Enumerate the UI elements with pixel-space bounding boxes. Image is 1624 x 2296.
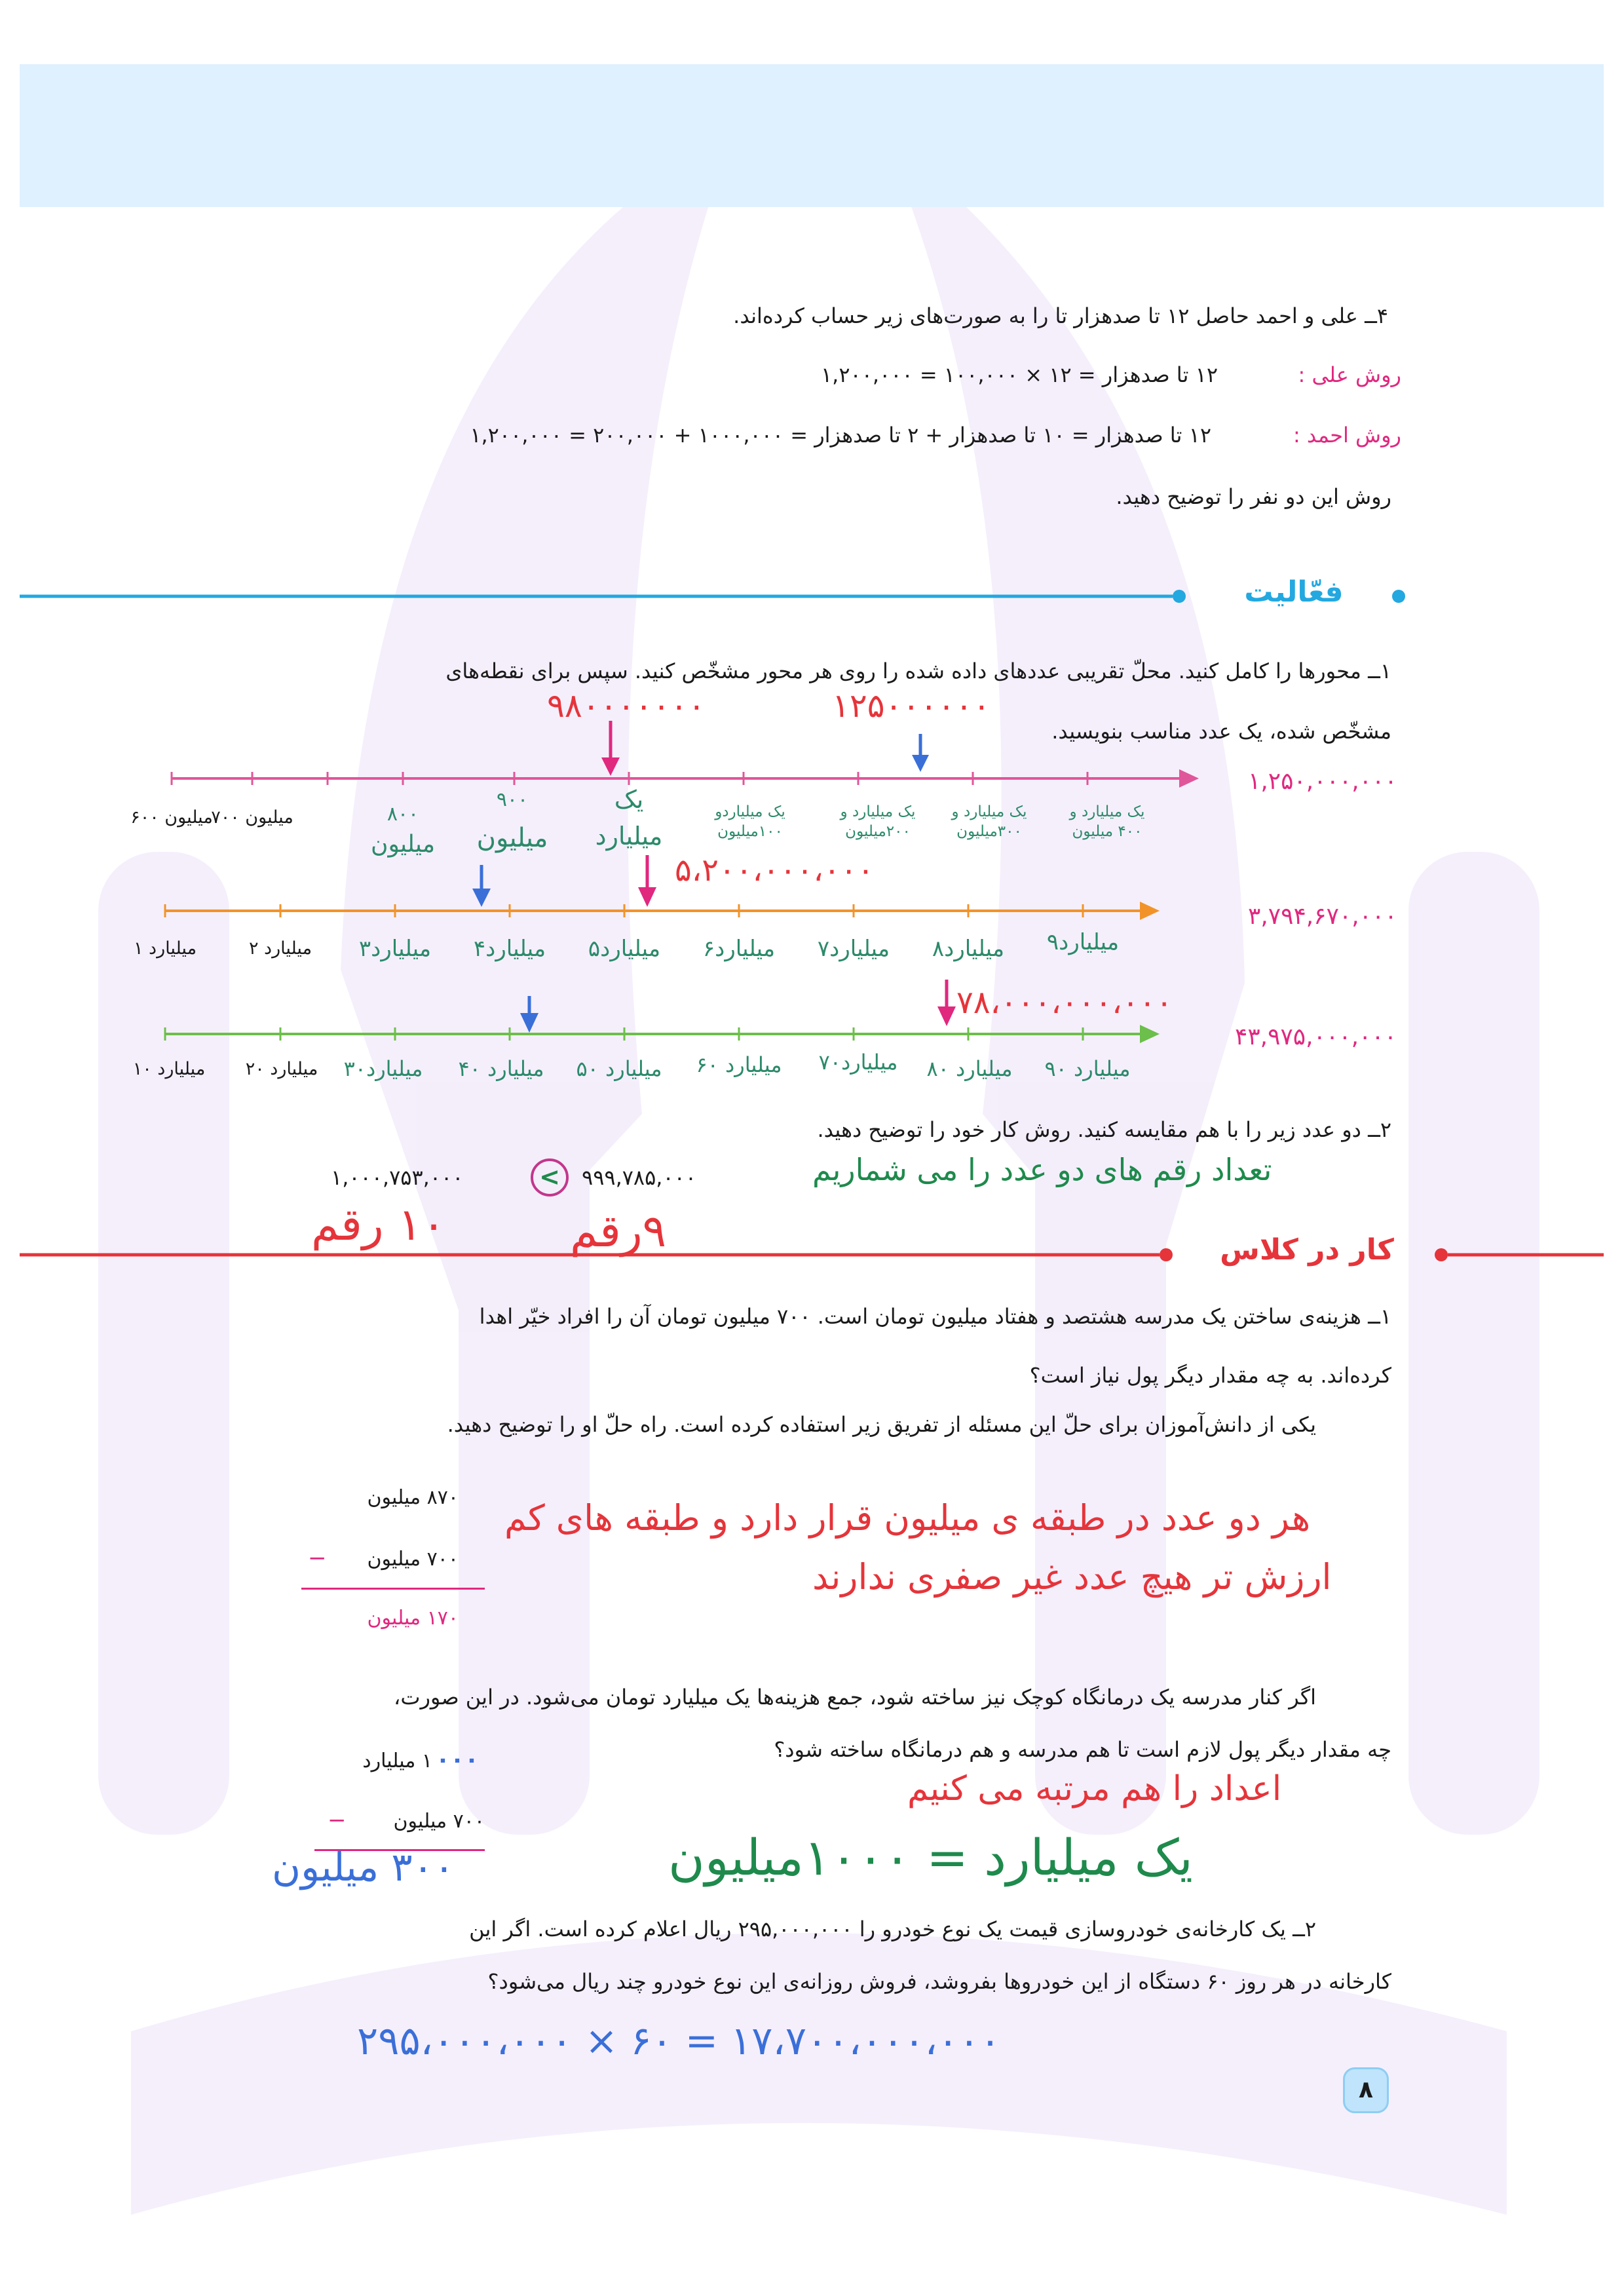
- axis1-label-1b: [595, 781, 663, 854]
- axis3-label-90: ۹۰ میلیارد: [1044, 1056, 1131, 1081]
- axis3-label-50: ۵۰ میلیارد: [576, 1056, 662, 1081]
- axis3-label-30: ۳۰میلیارد: [343, 1056, 423, 1081]
- axis2-label-5: ۵میلیارد: [588, 936, 661, 962]
- axis3-target: ۴۳,۹۷۵,۰۰۰,۰۰۰: [1235, 1024, 1397, 1050]
- axis2-label-8: ۸میلیارد: [932, 936, 1005, 962]
- axis1-label-1b400m: یک میلیارد و ۴۰۰ میلیون: [1069, 803, 1145, 840]
- compare-sign-glyph: <: [539, 1162, 560, 1191]
- axis1-target: ۱,۲۵۰,۰۰۰,۰۰۰: [1248, 768, 1397, 795]
- classwork-q1b-line2: چه مقدار دیگر پول لازم است تا هم مدرسه و هم درمانگاه ساخته شود؟: [774, 1737, 1391, 1762]
- sub2-minuend: ۱ میلیارد: [362, 1750, 432, 1772]
- axis1-label-700m: ۷۰۰ میلیون: [211, 807, 293, 828]
- hand-10-digits: ۱۰ رقم: [311, 1199, 446, 1251]
- compare-sign: [531, 1158, 569, 1196]
- hand-billion-equation: یک میلیارد = ۱۰۰۰میلیون: [668, 1828, 1193, 1886]
- axis2-hand: ۵،۲۰۰،۰۰۰،۰۰۰: [675, 852, 875, 889]
- axis2-label-6: ۶میلیارد: [702, 936, 776, 962]
- axis2-label-7: ۷میلیارد: [817, 936, 890, 962]
- axis1-900-num: ۹۰۰: [496, 788, 529, 811]
- page-number: ۸: [1343, 2067, 1389, 2113]
- axis3-label-10: ۱۰ میلیارد: [132, 1059, 206, 1079]
- classwork-title: کار در کلاس: [1220, 1233, 1394, 1267]
- ahmad-equation: ۱۲ تا صدهزار = ۱۰ تا صدهزار + ۲ تا صدهزار = ۱۰۰۰,۰۰۰ + ۲۰۰,۰۰۰ = ۱,۲۰۰,۰۰۰: [470, 423, 1211, 448]
- classwork-q1b-line1: اگر کنار مدرسه یک درمانگاه کوچک نیز ساخته شود، جمع هزینه‌ها یک میلیارد تومان می‌شود. در این صورت،: [394, 1685, 1316, 1710]
- sub1-rule: [301, 1588, 485, 1590]
- hand-sub2-result: ۳۰۰ میلیون: [272, 1845, 455, 1890]
- sub2-subtrahend: ۷۰۰ میلیون: [393, 1810, 485, 1833]
- classwork-q1-line2: کرده‌اند. به چه مقدار دیگر پول نیاز است؟: [1029, 1363, 1391, 1388]
- hand-order-note: اعداد را هم مرتبه می کنیم: [907, 1769, 1282, 1808]
- sub2-minus: −: [328, 1807, 347, 1833]
- hand-125: ۱۲۵۰۰۰۰۰۰: [832, 687, 991, 725]
- axis1-1b-unit: میلیارد: [595, 822, 663, 851]
- hand-98: ۹۸۰۰۰۰۰۰۰: [547, 687, 706, 725]
- activity-title: فعّالیت: [1244, 575, 1344, 609]
- sub1-minuend: ۸۷۰ میلیون: [367, 1486, 459, 1509]
- hand-explanation-line1: هر دو عدد در طبقه ی میلیون قرار دارد و طبقه های کم: [504, 1497, 1311, 1539]
- q4-intro: ۴ــ علی و احمد حاصل ۱۲ تا صدهزار تا را به صورت‌های زیر حساب کرده‌اند.: [733, 303, 1388, 328]
- sub1-subtrahend: ۷۰۰ میلیون: [367, 1548, 459, 1571]
- sub1-result: ۱۷۰ میلیون: [367, 1607, 459, 1630]
- axis2-target: ۳,۷۹۴,۶۷۰,۰۰۰: [1248, 903, 1397, 930]
- sub2-hand-zeros: ۰۰۰: [436, 1746, 479, 1773]
- hand-explanation-line2: ارزش تر هیچ عدد غیر صفری ندارند: [812, 1556, 1332, 1598]
- ali-equation: ۱۲ تا صدهزار = ۱۲ × ۱۰۰,۰۰۰ = ۱,۲۰۰,۰۰۰: [820, 362, 1218, 387]
- axis1-label-1b300m: یک میلیارد و ۳۰۰میلیون: [951, 803, 1027, 840]
- activity-q1-line2: مشخّص شده، یک عدد مناسب بنویسید.: [1051, 719, 1391, 744]
- activity-q1-line1: ۱ــ محورها را کامل کنید. محلّ تقریبی عددهای داده شده را روی هر محور مشخّص کنید. سپس برای نقطه‌های: [445, 659, 1391, 683]
- axis1-900-unit: میلیون: [476, 823, 548, 853]
- axis1-1b-num: یک: [614, 785, 644, 814]
- axis1-label-1b100m: یک میلیاردو ۱۰۰میلیون: [715, 803, 785, 840]
- axis3-hand: ۷۸،۰۰۰،۰۰۰،۰۰۰: [956, 984, 1173, 1021]
- axis2-label-3: ۳میلیارد: [358, 936, 432, 962]
- axis3-label-60: ۶۰ میلیارد: [696, 1052, 782, 1077]
- axis2-label-1: ۱ میلیارد: [133, 938, 197, 959]
- classwork-q1-line3: یکی از دانش‌آموزان برای حلّ این مسئله از تفریق زیر استفاده کرده است. راه حلّ او را توضیح دهید.: [447, 1412, 1316, 1437]
- axis3-label-80: ۸۰ میلیارد: [926, 1056, 1013, 1081]
- ali-label: روش علی: [1312, 362, 1401, 387]
- compare-hand-explanation: تعداد رقم های دو عدد را می شماریم: [812, 1152, 1272, 1187]
- axis1-label-900m: [477, 781, 548, 857]
- axis3-label-20: ۲۰ میلیارد: [245, 1059, 318, 1079]
- ahmad-label: روش احمد: [1306, 423, 1401, 448]
- header-band: [20, 64, 1604, 207]
- axis2-label-9: ۹میلیارد: [1046, 929, 1120, 955]
- ahmad-method-label: روش احمد :: [1293, 423, 1401, 448]
- sub1-minus: −: [308, 1545, 327, 1571]
- axis2-label-2: ۲ میلیارد: [248, 938, 312, 959]
- axis3-label-40: ۴۰ میلیارد: [458, 1056, 544, 1081]
- axis2-label-4: ۴میلیارد: [473, 936, 546, 962]
- q4-explain: روش این دو نفر را توضیح دهید.: [1116, 484, 1391, 509]
- classwork-q1-line1: ۱ــ هزینه‌ی ساختن یک مدرسه هشتصد و هفتاد میلیون تومان است. ۷۰۰ میلیون تومان آن را افراد خیّر اهدا: [479, 1304, 1391, 1329]
- hand-9-digits: ۹رقم: [570, 1206, 667, 1257]
- axis1-label-600m: ۶۰۰ میلیون: [130, 807, 213, 828]
- axis1-800-num: ۸۰۰: [387, 803, 419, 826]
- axis1-800-unit: میلیون: [371, 831, 435, 858]
- activity-q2: ۲ــ دو عدد زیر را با هم مقایسه کنید. روش کار خود را توضیح دهید.: [817, 1117, 1391, 1142]
- classwork-q2-line1: ۲ــ یک کارخانه‌ی خودروسازی قیمت یک نوع خودرو را ۲۹۵,۰۰۰,۰۰۰ ریال اعلام کرده است. اگر این: [469, 1917, 1316, 1942]
- hand-multiplication: ۲۹۵،۰۰۰،۰۰۰ × ۶۰ = ۱۷،۷۰۰،۰۰۰،۰۰۰: [357, 2018, 1001, 2064]
- axis1-label-800m: [371, 799, 435, 860]
- axis1-label-1b200m: یک میلیارد و ۲۰۰میلیون: [840, 803, 916, 840]
- compare-number-b: ۱,۰۰۰,۷۵۳,۰۰۰: [331, 1165, 464, 1190]
- compare-number-a: ۹۹۹,۷۸۵,۰۰۰: [582, 1165, 697, 1190]
- ali-method-label: روش علی :: [1298, 362, 1401, 387]
- classwork-q2-line2: کارخانه در هر روز ۶۰ دستگاه از این خودروها بفروشد، فروش روزانه‌ی این نوع خودرو چند ریال می‌شود؟: [487, 1969, 1391, 1994]
- axis3-label-70: ۷۰میلیارد: [818, 1050, 898, 1075]
